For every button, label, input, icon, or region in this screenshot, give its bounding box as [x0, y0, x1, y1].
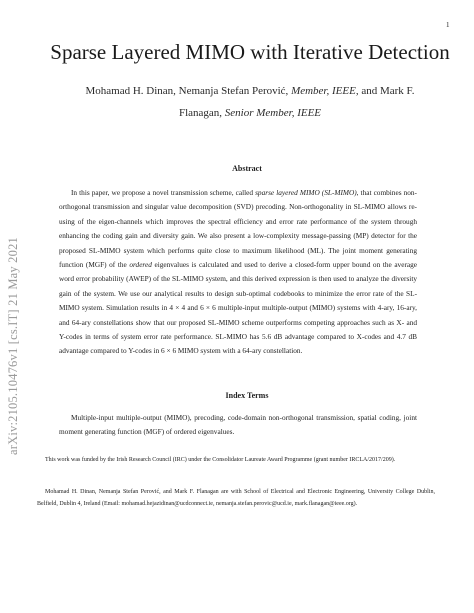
abstract-term-slmimo: sparse layered MIMO (SL-MIMO)	[255, 188, 357, 197]
author-names: Mohamad H. Dinan, Nemanja Stefan Perović,	[85, 85, 292, 97]
abstract-term-ordered: ordered	[129, 260, 152, 270]
author-membership: Member, IEEE,	[291, 85, 359, 97]
page-number: 1	[446, 21, 450, 29]
abstract-heading: Abstract	[232, 164, 262, 173]
author-membership-senior: Senior Member, IEEE	[224, 107, 322, 119]
author-block	[60, 80, 440, 124]
index-terms-body: Multiple-input multiple-output (MIMO), precoding, code-domain non-orthogonal transmission, spatial coding, joint moment generating function (MGF) of ordered eigenvalues.	[59, 413, 417, 437]
abstract-body	[59, 186, 417, 359]
index-terms-heading: Index Terms	[225, 391, 269, 400]
abstract-text-part: In this paper, we propose a novel transmission scheme, called	[71, 188, 256, 197]
author-name-last: Flanagan,	[178, 107, 225, 119]
paper-title: Sparse Layered MIMO with Iterative Detection	[50, 40, 450, 64]
funding-footnote: This work was funded by the Irish Research Council (IRC) under the Consolidator Laureate Award Programme (grant number IRCLA/2017/209).	[45, 457, 396, 463]
author-names-tail: and Mark F.	[358, 85, 415, 97]
abstract-text-part: , that combines non-orthogonal transmission and singular value decomposition (SVD) precoding. Non-orthogonality in SL-MIMO allows re-using of the eigen-channels which improves the spectral efficiency and error rate performance of the system through enhancing the coding gain and diversity gain. We also present a low-complexity message-passing (MP) detector for the proposed SL-MIMO system which performs quite close to maximum likelihood (ML). The joint moment generating function (MGF) of the	[59, 188, 417, 270]
arxiv-identifier-stamp: arXiv:2105.10476v1 [cs.IT] 21 May 2021	[6, 237, 20, 455]
abstract-text-part: eigenvalues is calculated and used to derive a closed-form upper bound on the average word error probability (AWEP) of the SL-MIMO system, and this derived expression is then used to analyze the diversity gain of the system. We use our analytical results to design sub-optimal codebooks to minimize the error rate of the SL-MIMO system. Simulation results in 4 × 4 and 6 × 6 multiple-input multiple-output (MIMO) systems with 4-ary, 16-ary, and 64-ary constellations show that our proposed SL-MIMO scheme outperforms competing approaches such as X- and Y-codes in terms of system error rate performance. SL-MIMO has 5.6 dB advantage compared to X-codes and 4.7 dB advantage compared to Y-codes in 6 × 6 MIMO system with a 64-ary constellation.	[59, 260, 417, 356]
affiliation-footnote: Mohamad H. Dinan, Nemanja Stefan Perović, and Mark F. Flanagan are with School of Electrical and Electronic Engineering, University College Dublin, Belfield, Dublin 4, Ireland (Email: mohamad.hejazidinan@ucdconnect.ie, nemanja.stefan.perovic@ucd.ie, mark.flanagan@ieee.org).	[37, 489, 435, 507]
